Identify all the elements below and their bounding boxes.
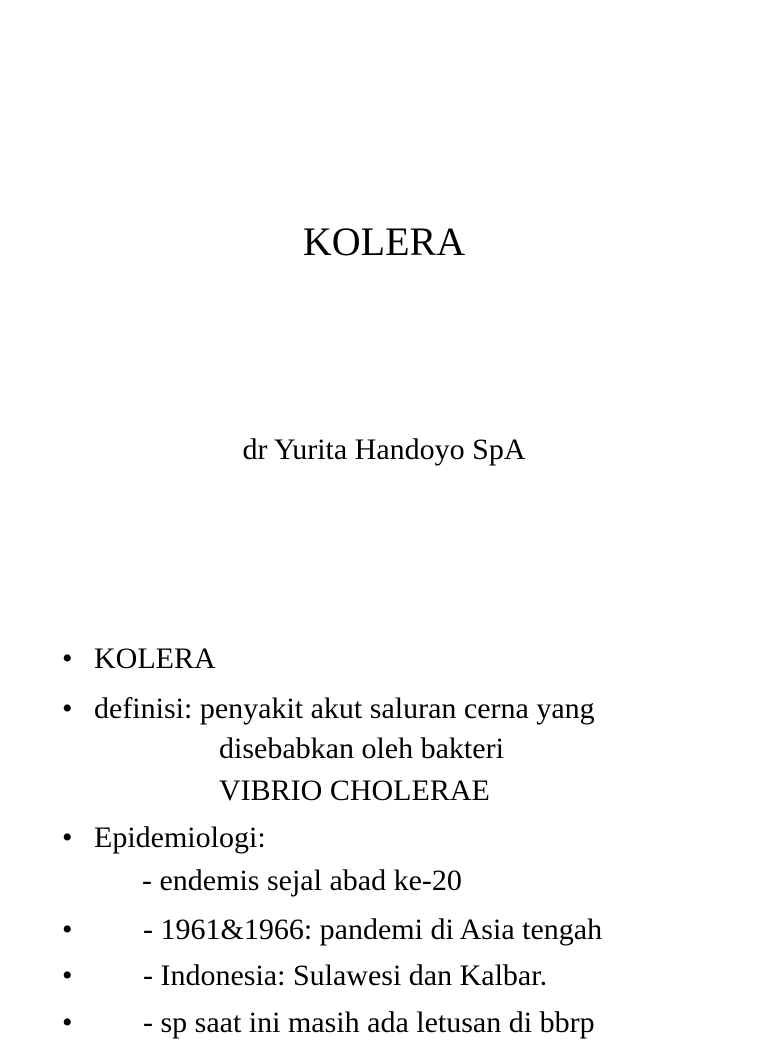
- bullet-continuation: VIBRIO CHOLERAE: [219, 774, 490, 807]
- bullet-marker: •: [62, 913, 73, 946]
- bullet-marker: •: [62, 692, 73, 725]
- bullet-continuation: disebabkan oleh bakteri: [219, 732, 504, 765]
- bullet-item: - Indonesia: Sulawesi dan Kalbar.: [143, 959, 548, 992]
- slide-title: KOLERA: [302, 219, 466, 264]
- bullet-marker: •: [62, 1006, 73, 1039]
- bullet-item: - sp saat ini masih ada letusan di bbrp: [143, 1006, 595, 1039]
- bullet-marker: •: [62, 642, 73, 675]
- bullet-continuation: - endemis sejal abad ke-20: [142, 864, 462, 897]
- bullet-marker: •: [62, 959, 73, 992]
- slide-author: dr Yurita Handoyo SpA: [242, 433, 526, 466]
- bullet-marker: •: [62, 821, 73, 854]
- bullet-item: KOLERA: [94, 642, 216, 675]
- bullet-item: Epidemiologi:: [94, 821, 266, 854]
- bullet-item: - 1961&1966: pandemi di Asia tengah: [143, 913, 603, 946]
- bullet-item: definisi: penyakit akut saluran cerna yang: [94, 692, 595, 725]
